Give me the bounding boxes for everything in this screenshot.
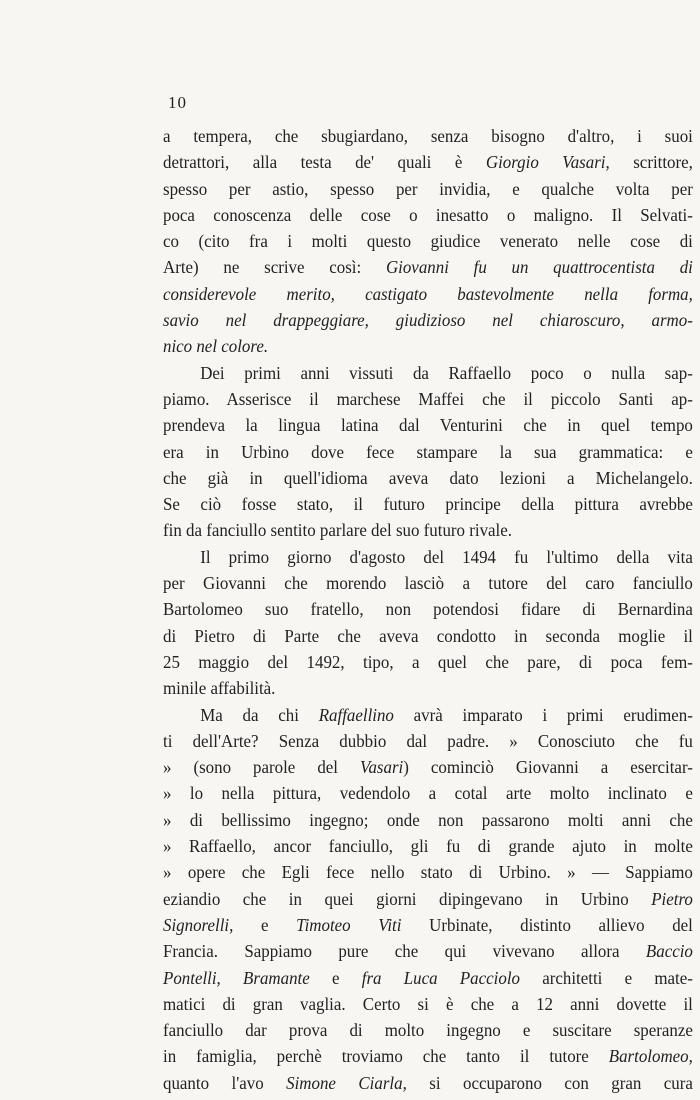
text-run: che già in quell'idioma aveva dato lezioni a Michelangelo. bbox=[163, 467, 693, 488]
text-line bbox=[163, 281, 693, 307]
text-run: e bbox=[233, 914, 297, 935]
italic-text: Pontelli, Bramante bbox=[163, 967, 310, 988]
italic-text: Pietro bbox=[651, 888, 693, 909]
italic-text: considerevole merito, castigato bastevolmente nella forma, bbox=[163, 283, 693, 304]
text-line bbox=[163, 859, 693, 885]
text-run: Se ciò fosse stato, il futuro principe della pittura avrebbe bbox=[163, 494, 693, 515]
text-line bbox=[163, 1017, 693, 1043]
text-run: poca conoscenza delle cose o inesatto o maligno. Il Selvati- bbox=[163, 204, 693, 225]
text-run: Bartolomeo suo fratello, non potendosi fidare di Bernardina bbox=[163, 599, 693, 620]
text-line bbox=[163, 991, 693, 1017]
text-run: 25 maggio del 1492, tipo, a quel che pare, di poca fem- bbox=[163, 651, 693, 672]
text-run: » lo nella pittura, vedendolo a cotal arte molto inclinato e bbox=[163, 783, 693, 804]
text-line bbox=[163, 833, 693, 859]
text-run: quanto l'avo bbox=[163, 1072, 287, 1093]
text-line bbox=[163, 965, 693, 991]
text-run: ti dell'Arte? Senza dubbio dal padre. » Conosciuto che fu bbox=[163, 730, 693, 751]
text-run: Francia. Sappiamo pure che qui vivevano allora bbox=[163, 941, 646, 962]
text-line bbox=[163, 807, 693, 833]
italic-text: Giovanni fu un quattrocentista di bbox=[385, 257, 693, 278]
text-run: » Raffaello, ancor fanciullo, gli fu di grande ajuto in molte bbox=[163, 836, 693, 857]
text-line bbox=[163, 728, 693, 754]
text-run: architetti e mate- bbox=[519, 967, 693, 988]
text-run: a tempera, che sbugiardano, senza bisogno d'altro, i suoi bbox=[163, 126, 693, 146]
text-line bbox=[163, 912, 693, 938]
text-line bbox=[163, 517, 693, 543]
text-run: Ma da chi bbox=[200, 704, 319, 725]
text-line bbox=[163, 1043, 693, 1069]
text-run: e bbox=[309, 967, 362, 988]
text-line bbox=[163, 675, 693, 701]
text-run: Urbinate, distinto allievo del bbox=[401, 914, 693, 935]
text-line bbox=[163, 202, 693, 228]
text-line bbox=[163, 412, 693, 438]
text-line bbox=[163, 333, 693, 359]
text-run: piamo. Asserisce il marchese Maffei che il piccolo Santi ap- bbox=[163, 388, 693, 409]
text-line bbox=[163, 176, 693, 202]
text-run: eziandio che in quei giorni dipingevano in Urbino bbox=[163, 888, 652, 909]
italic-text: Baccio bbox=[645, 941, 693, 962]
text-line bbox=[163, 439, 693, 465]
text-line bbox=[163, 149, 693, 175]
text-line bbox=[163, 228, 693, 254]
text-run: Arte) ne scrive così: bbox=[163, 257, 386, 278]
text-line bbox=[163, 570, 693, 596]
italic-text: nico nel colore. bbox=[163, 336, 269, 357]
text-line bbox=[163, 544, 693, 570]
text-line bbox=[163, 623, 693, 649]
text-run: spesso per astio, spesso per invidia, e qualche volta per bbox=[163, 178, 693, 199]
text-run: si occuparono con gran cura bbox=[406, 1072, 693, 1093]
text-line bbox=[163, 491, 693, 517]
text-line bbox=[163, 307, 693, 333]
text-run: fin da fanciullo sentito parlare del suo futuro rivale. bbox=[163, 520, 512, 541]
text-line bbox=[163, 649, 693, 675]
italic-text: Signorelli, bbox=[163, 914, 234, 935]
text-run: » (sono parole del bbox=[163, 757, 361, 778]
text-run: » opere che Egli fece nello stato di Urbino. » — Sappiamo bbox=[163, 862, 693, 883]
text-line bbox=[163, 938, 693, 964]
text-run: co (cito fra i molti questo giudice venerato nelle cose di bbox=[163, 231, 693, 252]
text-line bbox=[163, 254, 693, 280]
text-run: scrittore, bbox=[609, 152, 693, 173]
italic-text: Giorgio Vasari, bbox=[485, 152, 610, 173]
italic-text: Simone Ciarla, bbox=[286, 1072, 407, 1093]
text-run: era in Urbino dove fece stampare la sua grammatica: e bbox=[163, 441, 693, 462]
text-line bbox=[163, 702, 693, 728]
text-line bbox=[163, 465, 693, 491]
italic-text: Timoteo Viti bbox=[296, 914, 402, 935]
page-number: 10 bbox=[168, 93, 187, 112]
text-line bbox=[163, 1070, 693, 1096]
text-run: matici di gran vaglia. Certo si è che a 12 anni dovette il bbox=[163, 993, 693, 1014]
text-run: fanciullo dar prova di molto ingegno e suscitare speranze bbox=[163, 1020, 693, 1041]
text-run: prendeva la lingua latina dal Venturini che in quel tempo bbox=[163, 415, 693, 436]
italic-text: Bartolomeo, bbox=[608, 1046, 693, 1067]
text-run: detrattori, alla testa de' quali è bbox=[163, 152, 486, 173]
text-run: » di bellissimo ingegno; onde non passarono molti anni che bbox=[163, 809, 693, 830]
text-line bbox=[163, 780, 693, 806]
text-line bbox=[163, 386, 693, 412]
text-run: avrà imparato i primi erudimen- bbox=[393, 704, 693, 725]
text-run: di Pietro di Parte che aveva condotto in seconda moglie il bbox=[163, 625, 693, 646]
body-text bbox=[163, 123, 693, 1096]
text-line bbox=[163, 596, 693, 622]
italic-text: Raffaellino bbox=[318, 704, 394, 725]
italic-text: savio nel drappeggiare, giudizioso nel chiaroscuro, armo- bbox=[163, 310, 693, 331]
text-run: Il primo giorno d'agosto del 1494 fu l'ultimo della vita bbox=[200, 546, 693, 567]
italic-text: fra Luca Pacciolo bbox=[361, 967, 520, 988]
text-run: in famiglia, perchè troviamo che tanto il tutore bbox=[163, 1046, 609, 1067]
text-run: minile affabilità. bbox=[163, 678, 276, 699]
italic-text: Vasari bbox=[360, 757, 404, 778]
text-line bbox=[163, 754, 693, 780]
text-line bbox=[163, 886, 693, 912]
text-run: per Giovanni che morendo lasciò a tutore del caro fanciullo bbox=[163, 573, 693, 594]
text-line bbox=[163, 360, 693, 386]
text-line bbox=[163, 123, 693, 149]
text-run: Dei primi anni vissuti da Raffaello poco o nulla sap- bbox=[200, 362, 693, 383]
text-run: ) cominciò Giovanni a esercitar- bbox=[403, 757, 693, 778]
